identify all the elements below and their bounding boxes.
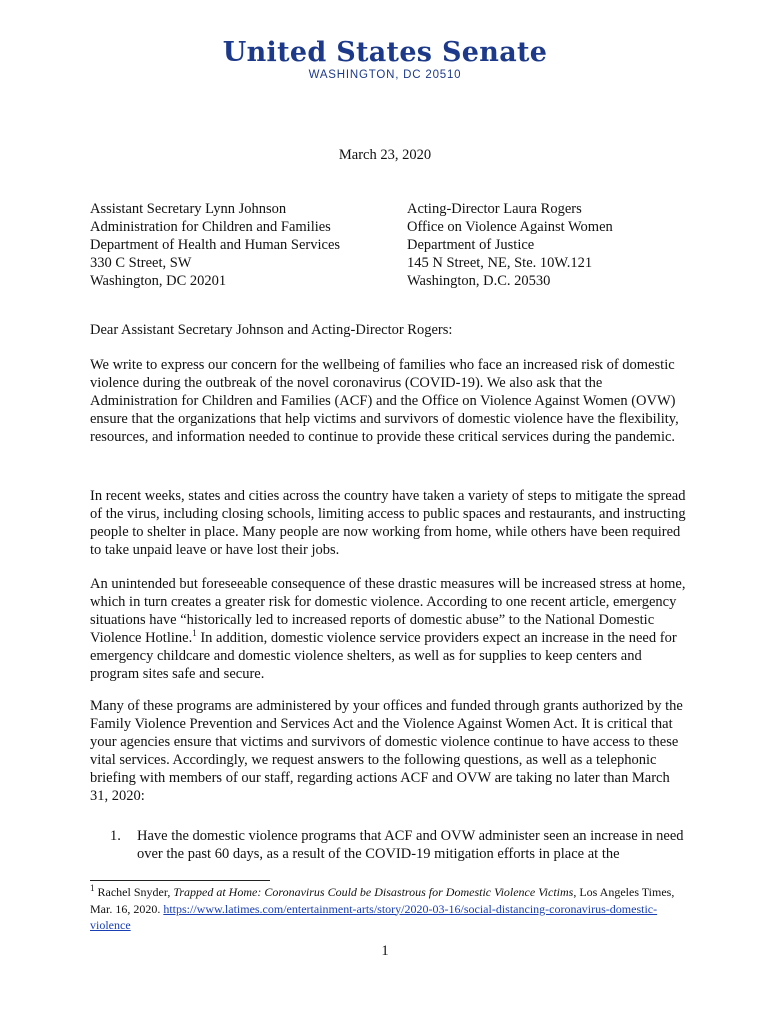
paragraph-3	[90, 575, 690, 683]
paragraph-text: Many of these programs are administered by your offices and funded through grants authorized by the Family Violence Prevention and Services Act and the Violence Against Women Act. It is critical that your agencies ensure that victims and survivors of domestic violence continue to have access to these vital services. Accordingly, we request answers to the following questions, as well as a telephonic briefing with members of our staff, regarding actions ACF and OVW are taking no later than March 31, 2020:	[90, 698, 683, 804]
page-number: 1	[381, 943, 389, 959]
paragraph-4	[90, 697, 690, 805]
address-line: 330 C Street, SW	[90, 255, 192, 271]
footnote	[90, 884, 690, 934]
paragraph-text-part: In addition, domestic violence service providers expect an increase in the need for emergency childcare and domestic violence shelters, as well as for supplies to keep centers and program sites safe and secure.	[90, 630, 677, 682]
senate-title: United States Senate	[222, 37, 548, 68]
footnote-author: Rachel Snyder,	[94, 885, 174, 899]
address-line: Office on Violence Against Women	[407, 219, 613, 235]
footnote-link[interactable]: https://www.latimes.com/entertainment-arts/story/2020-03-16/social-distancing-coronavirus-domestic-violence	[90, 901, 658, 932]
paragraph-text: We write to express our concern for the wellbeing of families who face an increased risk of domestic violence during the outbreak of the novel coronavirus (COVID-19). We also ask that the Administration for Children and Families (ACF) and the Office on Violence Against Women (OVW) ensure that the organizations that help victims and survivors of domestic violence have the flexibility, resources, and information needed to continue to provide these critical services during the pandemic.	[90, 357, 679, 445]
question-list	[110, 827, 690, 863]
address-line: Department of Health and Human Services	[90, 237, 341, 253]
list-text: Have the domestic violence programs that ACF and OVW administer seen an increase in need over the past 60 days, as a result of the COVID-19 mitigation efforts in place at the	[137, 828, 684, 862]
letter-date: March 23, 2020	[338, 147, 432, 163]
address-line: 145 N Street, NE, Ste. 10W.121	[407, 255, 593, 271]
footnote-marker: 1	[90, 883, 95, 893]
address-line: Administration for Children and Families	[90, 219, 331, 235]
address-line: Washington, D.C. 20530	[407, 273, 551, 289]
paragraph-text: In recent weeks, states and cities across the country have taken a variety of steps to mitigate the spread of the virus, including closing schools, limiting access to public spaces and restaurants, and instructing people to shelter in place. Many people are now working from home, while others have been required to take unpaid leave or have lost their jobs.	[90, 488, 686, 558]
footnote-title: Trapped at Home: Coronavirus Could be Disastrous for Domestic Violence Victims	[173, 885, 574, 899]
address-line: Assistant Secretary Lynn Johnson	[90, 201, 287, 217]
paragraph-text-part: An unintended but foreseeable consequence of these drastic measures will be increased stress at home, which in turn creates a greater risk for domestic violence. According to one recent article, emergency situations have “historically led to increased reports of domestic abuse” to the National Domestic Violence Hotline.	[90, 576, 686, 646]
address-line: Washington, DC 20201	[90, 273, 227, 289]
address-line: Acting-Director Laura Rogers	[407, 201, 582, 217]
letterhead	[0, 38, 770, 81]
recipient-address-right	[407, 200, 613, 290]
recipient-address-left	[90, 200, 340, 290]
list-item	[110, 827, 690, 863]
paragraph-2	[90, 487, 690, 559]
paragraph-1	[90, 356, 690, 446]
address-line: Department of Justice	[407, 237, 535, 253]
paragraph-text	[90, 575, 690, 683]
list-number: 1.	[110, 828, 121, 844]
senate-address: WASHINGTON, DC 20510	[308, 69, 462, 81]
footnote-source: , Los Angeles Times, Mar. 16, 2020.	[90, 885, 675, 916]
footnote-divider	[90, 880, 270, 881]
salutation: Dear Assistant Secretary Johnson and Acting-Director Rogers:	[90, 322, 453, 338]
footnote-reference[interactable]: 1	[192, 628, 197, 639]
